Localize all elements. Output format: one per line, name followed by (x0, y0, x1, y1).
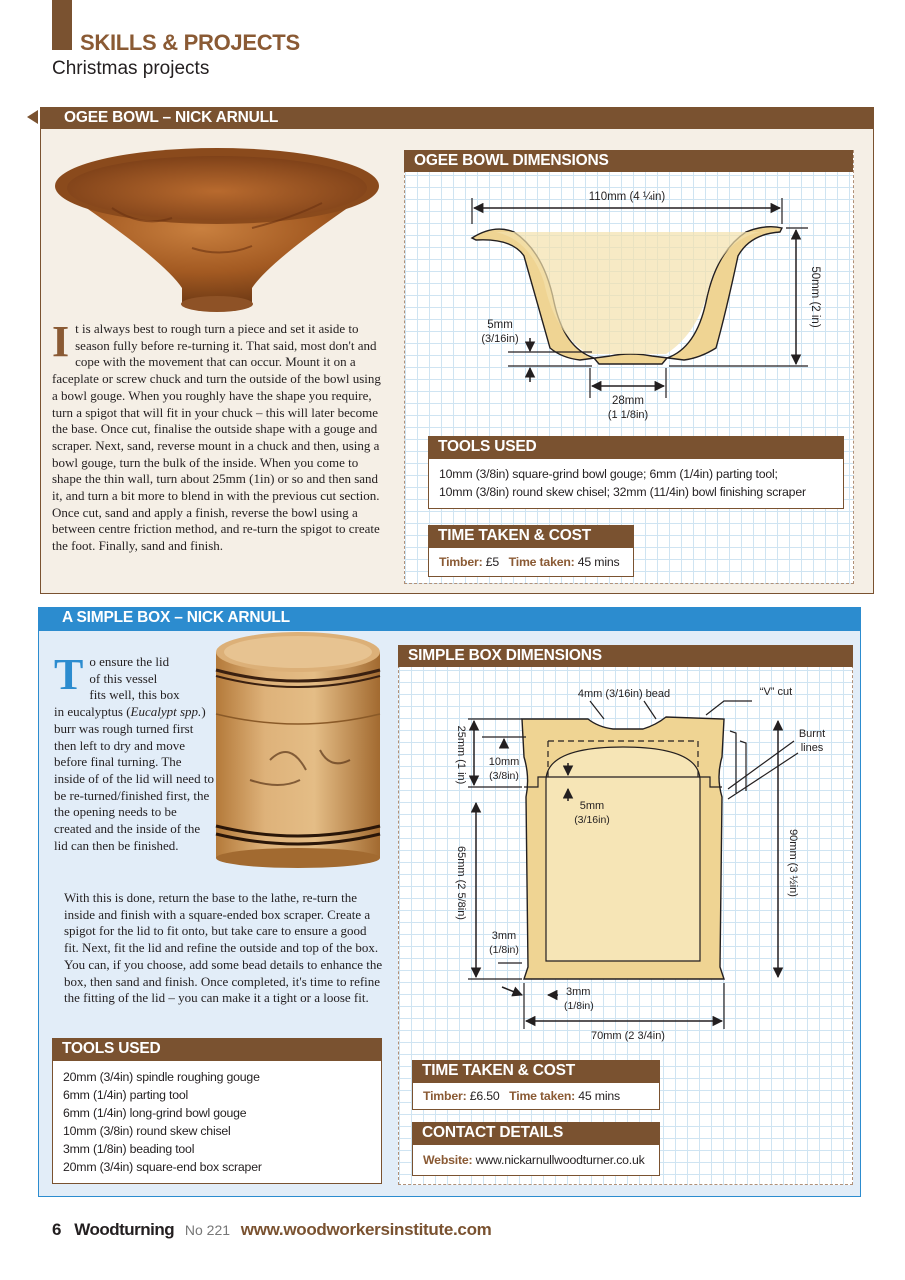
ogee-tools-line2: 10mm (3/8in) round skew chisel; 32mm (11/4in) bowl finishing scraper (439, 485, 806, 499)
box-timber-label: Timber: (423, 1089, 467, 1103)
box-tool-item: 20mm (3/4in) square-end box scraper (63, 1160, 262, 1174)
ogee-foot-label-in: (3/16in) (481, 333, 519, 345)
box-3mm-b-label-in: (1/8in) (564, 1000, 594, 1012)
ogee-body: t is always best to rough turn a piece and set it aside to season fully before re-turning it. That said, most don't and cope with the movement that can occur. Mount it on a faceplate or screw chuck and turn the outside of the bowl using a bowl gouge. When you roughly have the shape you require, turn a spigot that will fit in your chuck – this will later become the base. Once cut, finalise the outside shape with a gouge and scraper. Next, sand, reverse mount in a chuck and then, using a bowl gouge, turn the bulk of the inside. When you come to shape the thin wall, turn about 25mm (1in) or so and then sand it, and turn a bit more to blend in with the previous cut section. Once cut, sand and apply a finish, reverse the bowl using a between centre friction method, and re-turn the spigot to create the foot. Finally, sand and finish. (52, 321, 381, 554)
box-5mm-label: 5mm (579, 800, 605, 812)
ogee-bowl-title: OGEE BOWL – NICK ARNULL (64, 109, 279, 126)
ogee-bowl-title-bar (40, 107, 874, 129)
ogee-tools-box (428, 458, 844, 509)
box-burnt-label-2: lines (800, 742, 824, 754)
box-burnt-label: Burnt (798, 728, 826, 740)
box-body-text-b (54, 890, 384, 1007)
box-body-italic: Eucalypt spp. (130, 704, 202, 720)
box-5mm-label-in: (3/16in) (574, 814, 610, 826)
box-drop-cap: T (54, 650, 84, 699)
box-3mm-a-label-in: (1/8in) (489, 944, 519, 956)
ogee-base-label: 28mm (612, 395, 644, 407)
box-bead-label: 4mm (3/16in) bead (577, 688, 671, 700)
box-dimensions-heading: SIMPLE BOX DIMENSIONS (398, 645, 853, 667)
box-body-line: of this vessel (89, 670, 158, 686)
ogee-height-label: 50mm (2 in) (809, 266, 821, 328)
website-label: Website: (423, 1153, 473, 1167)
box-body-text-a (54, 650, 214, 854)
box-time-box (412, 1082, 660, 1110)
box-body-line: fits well, this box (89, 687, 180, 703)
box-time-value: 45 mins (578, 1089, 620, 1103)
box-tool-item: 6mm (1/4in) long-grind bowl gouge (63, 1106, 247, 1120)
issue-number: No 221 (184, 1222, 231, 1238)
box-spigot-label: 10mm (488, 756, 520, 768)
ogee-drop-cap: I (52, 317, 70, 366)
arrow-left-icon (27, 110, 38, 124)
box-base-label: 65mm (2 5/8in) (455, 846, 467, 920)
box-time-label: Time taken: (509, 1089, 576, 1103)
box-tools-box (52, 1060, 382, 1184)
box-body-b: With this is done, return the base to the lathe, re-turn the inside and finish with a square-ended box scraper. Create a spigot for the lid to fit onto, but take care to ensure a good fit. Next, fit the lid and refine the outside and top of the box. You can, if you choose, add some bead details to enhance the box, then sand and finish. Once completed, it's time to refine the fitting of the lid – you can make it a tight or a loose fit. (64, 890, 383, 1006)
ogee-width-label: 110mm (4 ¼in) (588, 191, 666, 203)
box-tool-item: 3mm (1/8in) beading tool (63, 1142, 195, 1156)
box-vcut-label: “V” cut (759, 686, 793, 698)
footer (52, 1220, 492, 1240)
ogee-body-text (52, 317, 384, 555)
page-number: 6 (52, 1220, 62, 1239)
ogee-base-label-in: (1 1/8in) (607, 409, 649, 421)
box-height-label: 90mm (3 ½in) (787, 829, 799, 897)
box-tools-heading: TOOLS USED (52, 1038, 382, 1060)
simple-box-photo (210, 630, 386, 870)
box-tool-item: 20mm (3/4in) spindle roughing gouge (63, 1070, 260, 1084)
box-3mm-a-label: 3mm (491, 930, 517, 942)
box-tool-item: 10mm (3/8in) round skew chisel (63, 1124, 231, 1138)
box-body-line: in eucalyptus ( (54, 704, 131, 720)
footer-url[interactable]: www.woodworkersinstitute.com (240, 1220, 492, 1239)
box-time-heading: TIME TAKEN & COST (412, 1060, 660, 1082)
ogee-time-value: 45 mins (577, 555, 620, 569)
ogee-bowl-photo (52, 138, 382, 318)
section-subtitle: Christmas projects (52, 58, 210, 79)
ogee-tools-heading: TOOLS USED (428, 436, 844, 458)
ogee-foot-label: 5mm (487, 319, 513, 331)
simple-box-diagram (398, 667, 853, 1057)
ogee-time-box (428, 547, 634, 577)
ogee-dimensions-heading: OGEE BOWL DIMENSIONS (404, 150, 853, 172)
ogee-timber-label: Timber: (439, 555, 483, 569)
simple-box-title-bar (38, 607, 861, 631)
box-body-line: ) burr was rough turned first then left to dry and move before final turning. The inside of of the lid will need to be re-turned/finished first, the the opening needs to be created and the inside of the lid can then be finished. (54, 704, 214, 853)
header-accent-bar (52, 0, 72, 50)
contact-heading: CONTACT DETAILS (412, 1122, 660, 1144)
ogee-bowl-diagram (404, 172, 854, 432)
website-link[interactable]: www.nickarnullwoodturner.co.uk (475, 1153, 645, 1167)
box-body-line: o ensure the lid (89, 654, 170, 669)
box-lid-label: 25mm (1 in) (455, 725, 467, 785)
ogee-time-label: Time taken: (508, 555, 575, 569)
box-tool-item: 6mm (1/4in) parting tool (63, 1088, 189, 1102)
box-timber-value: £6.50 (469, 1089, 500, 1103)
simple-box-title: A SIMPLE BOX – NICK ARNULL (62, 609, 290, 626)
section-title: SKILLS & PROJECTS (80, 30, 300, 55)
box-spigot-label-in: (3/8in) (489, 770, 519, 782)
contact-box (412, 1144, 660, 1176)
ogee-tools-line1: 10mm (3/8in) square-grind bowl gouge; 6mm (1/4in) parting tool; (439, 467, 778, 481)
box-3mm-b-label: 3mm (566, 986, 591, 998)
magazine-name: Woodturning (74, 1220, 175, 1239)
ogee-timber-value: £5 (485, 555, 499, 569)
box-width-label: 70mm (2 3/4in) (591, 1030, 665, 1042)
ogee-time-heading: TIME TAKEN & COST (428, 525, 634, 547)
